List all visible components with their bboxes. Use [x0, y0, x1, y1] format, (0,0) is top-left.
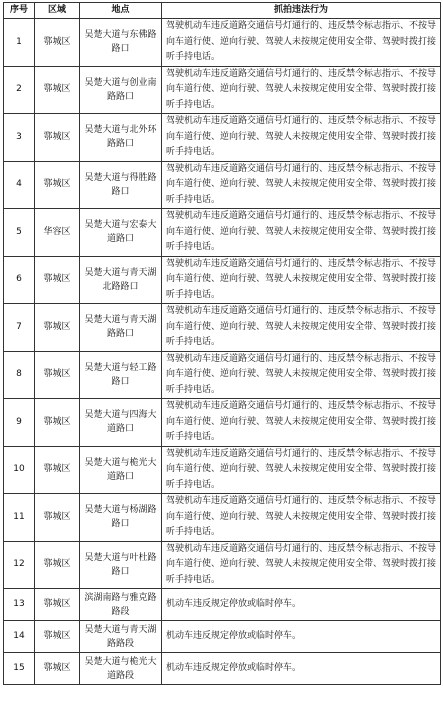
table-row	[4, 256, 441, 304]
cell-district: 鄠城区	[35, 351, 80, 399]
cell-district: 鄠城区	[35, 589, 80, 621]
cell-location: 吴楚大道与东佛路路口	[80, 19, 162, 67]
cell-behavior: 驾驶机动车违反道路交通信号灯通行的、违反禁令标志指示、不按导向车道行使、逆向行驶、驾驶人未按规定使用安全带、驾驶时拨打接听手持电话。	[162, 446, 441, 494]
cell-behavior: 驾驶机动车违反道路交通信号灯通行的、违反禁令标志指示、不按导向车道行使、逆向行驶、驾驶人未按规定使用安全带、驾驶时拨打接听手持电话。	[162, 541, 441, 589]
cell-behavior: 驾驶机动车违反道路交通信号灯通行的、违反禁令标志指示、不按导向车道行使、逆向行驶、驾驶人未按规定使用安全带、驾驶时拨打接听手持电话。	[162, 351, 441, 399]
cell-location: 吴楚大道与桅光大道路口	[80, 446, 162, 494]
cell-location: 吴楚大道与桅光大道路段	[80, 653, 162, 685]
table-header-row	[4, 3, 441, 19]
header-behavior: 抓拍违法行为	[162, 3, 441, 19]
cell-district: 鄠城区	[35, 541, 80, 589]
cell-location: 吴楚大道与北外环路路口	[80, 114, 162, 162]
cell-no: 9	[4, 399, 35, 447]
table-row	[4, 66, 441, 114]
cell-no: 5	[4, 209, 35, 257]
cell-district: 鄠城区	[35, 66, 80, 114]
table-row	[4, 494, 441, 542]
table-row	[4, 399, 441, 447]
violation-capture-table	[3, 2, 441, 685]
cell-location: 吴楚大道与杨湖路路口	[80, 494, 162, 542]
table-row	[4, 541, 441, 589]
table-row	[4, 589, 441, 621]
cell-no: 1	[4, 19, 35, 67]
cell-district: 鄠城区	[35, 161, 80, 209]
cell-location: 吴楚大道与四海大道路口	[80, 399, 162, 447]
cell-no: 3	[4, 114, 35, 162]
cell-behavior: 驾驶机动车违反道路交通信号灯通行的、违反禁令标志指示、不按导向车道行使、逆向行驶、驾驶人未按规定使用安全带、驾驶时拨打接听手持电话。	[162, 114, 441, 162]
cell-location: 吴楚大道与叶杜路路口	[80, 541, 162, 589]
cell-district: 华容区	[35, 209, 80, 257]
cell-no: 10	[4, 446, 35, 494]
cell-no: 2	[4, 66, 35, 114]
cell-location: 吴楚大道与得胜路路口	[80, 161, 162, 209]
cell-no: 12	[4, 541, 35, 589]
cell-no: 14	[4, 621, 35, 653]
cell-district: 鄠城区	[35, 446, 80, 494]
table-row	[4, 114, 441, 162]
table-row	[4, 446, 441, 494]
cell-location: 滨湖南路与雅克路路段	[80, 589, 162, 621]
cell-district: 鄠城区	[35, 621, 80, 653]
cell-district: 鄠城区	[35, 399, 80, 447]
cell-behavior: 机动车违反规定停放或临时停车。	[162, 589, 441, 621]
table-row	[4, 209, 441, 257]
table-row	[4, 351, 441, 399]
cell-behavior: 驾驶机动车违反道路交通信号灯通行的、违反禁令标志指示、不按导向车道行使、逆向行驶、驾驶人未按规定使用安全带、驾驶时拨打接听手持电话。	[162, 161, 441, 209]
cell-behavior: 驾驶机动车违反道路交通信号灯通行的、违反禁令标志指示、不按导向车道行使、逆向行驶、驾驶人未按规定使用安全带、驾驶时拨打接听手持电话。	[162, 399, 441, 447]
table-row	[4, 621, 441, 653]
cell-location: 吴楚大道与创业南路路口	[80, 66, 162, 114]
cell-no: 11	[4, 494, 35, 542]
cell-behavior: 驾驶机动车违反道路交通信号灯通行的、违反禁令标志指示、不按导向车道行使、逆向行驶、驾驶人未按规定使用安全带、驾驶时拨打接听手持电话。	[162, 256, 441, 304]
cell-behavior: 驾驶机动车违反道路交通信号灯通行的、违反禁令标志指示、不按导向车道行使、逆向行驶、驾驶人未按规定使用安全带、驾驶时拨打接听手持电话。	[162, 494, 441, 542]
cell-no: 6	[4, 256, 35, 304]
cell-no: 13	[4, 589, 35, 621]
cell-no: 7	[4, 304, 35, 352]
table-row	[4, 19, 441, 67]
cell-behavior: 驾驶机动车违反道路交通信号灯通行的、违反禁令标志指示、不按导向车道行使、逆向行驶、驾驶人未按规定使用安全带、驾驶时拨打接听手持电话。	[162, 66, 441, 114]
cell-behavior: 驾驶机动车违反道路交通信号灯通行的、违反禁令标志指示、不按导向车道行使、逆向行驶、驾驶人未按规定使用安全带、驾驶时拨打接听手持电话。	[162, 304, 441, 352]
cell-district: 鄠城区	[35, 304, 80, 352]
cell-no: 4	[4, 161, 35, 209]
table-row	[4, 161, 441, 209]
cell-behavior: 机动车违反规定停放或临时停车。	[162, 653, 441, 685]
cell-no: 15	[4, 653, 35, 685]
cell-location: 吴楚大道与青天湖北路路口	[80, 256, 162, 304]
cell-district: 鄠城区	[35, 114, 80, 162]
cell-behavior: 驾驶机动车违反道路交通信号灯通行的、违反禁令标志指示、不按导向车道行使、逆向行驶、驾驶人未按规定使用安全带、驾驶时拨打接听手持电话。	[162, 209, 441, 257]
table-row	[4, 653, 441, 685]
cell-behavior: 机动车违反规定停放或临时停车。	[162, 621, 441, 653]
header-location: 地点	[80, 3, 162, 19]
cell-district: 鄠城区	[35, 19, 80, 67]
violation-capture-table-container	[3, 2, 440, 685]
header-district: 区域	[35, 3, 80, 19]
cell-behavior: 驾驶机动车违反道路交通信号灯通行的、违反禁令标志指示、不按导向车道行使、逆向行驶、驾驶人未按规定使用安全带、驾驶时拨打接听手持电话。	[162, 19, 441, 67]
header-no: 序号	[4, 3, 35, 19]
cell-district: 鄠城区	[35, 653, 80, 685]
cell-location: 吴楚大道与青天湖路路段	[80, 621, 162, 653]
cell-district: 鄠城区	[35, 494, 80, 542]
table-row	[4, 304, 441, 352]
cell-location: 吴楚大道与轻工路路口	[80, 351, 162, 399]
cell-location: 吴楚大道与宏泰大道路口	[80, 209, 162, 257]
cell-district: 鄠城区	[35, 256, 80, 304]
cell-no: 8	[4, 351, 35, 399]
cell-location: 吴楚大道与青天湖路路口	[80, 304, 162, 352]
